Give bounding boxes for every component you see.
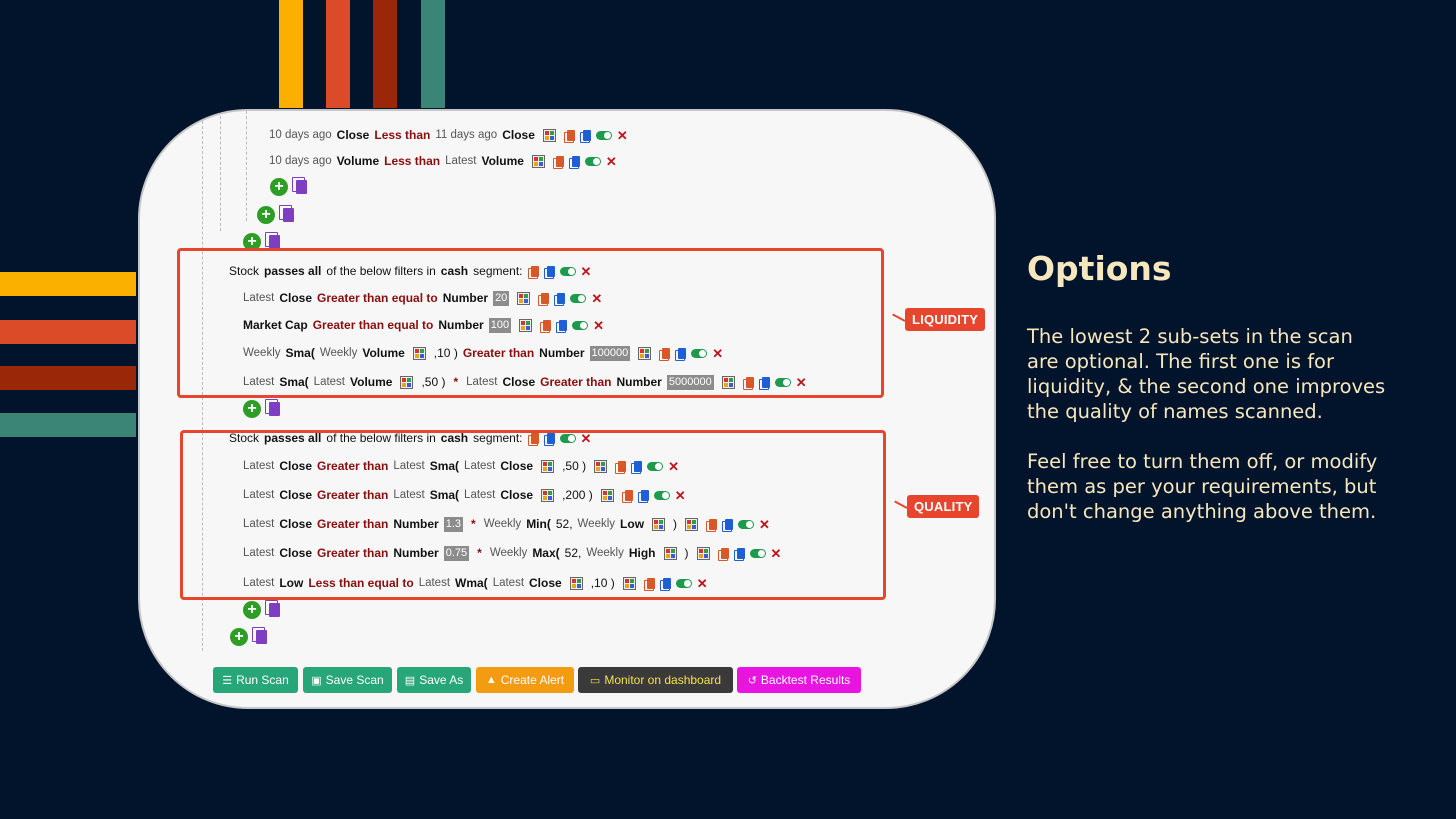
period-label: Latest [464,460,496,472]
floppy-icon: ▣ [311,674,322,687]
grid-icon[interactable] [532,155,545,168]
paste-icon[interactable] [283,208,294,222]
period-label: 10 days ago [269,155,332,167]
period-label: Latest [243,292,275,304]
add-filter-row [230,628,267,646]
header-suffix: segment: [473,264,523,278]
number-value[interactable]: 100000 [591,346,629,359]
field-label[interactable]: Close [279,517,313,531]
function-label[interactable]: Wma( [455,576,488,590]
number-value[interactable]: 5000000 [668,375,712,388]
number-value[interactable]: 1.3 [445,517,462,530]
grid-icon[interactable] [543,129,556,142]
close-icon[interactable]: ✕ [605,153,617,169]
function-label[interactable]: Sma( [285,346,315,360]
period-label: Weekly [483,518,522,530]
add-icon[interactable]: + [257,206,275,224]
list-icon: ☰ [222,674,233,687]
save-as-button[interactable] [397,667,471,693]
toggle-icon[interactable] [596,131,612,140]
period-label: Latest [393,489,425,501]
add-icon[interactable]: + [243,233,261,251]
save-as-label: Save As [419,673,464,687]
operator-label[interactable]: Less than [374,128,431,142]
monitor-icon: ▭ [589,674,601,687]
period-label: Latest [243,577,275,589]
segment-selector[interactable]: cash [440,431,469,445]
quality-tag: QUALITY [907,495,979,518]
segment-selector[interactable]: cash [440,264,469,278]
copy-icon[interactable] [556,156,564,167]
number-label: Number [539,346,585,360]
operator-label[interactable]: Greater than [540,375,612,389]
period-label: Latest [243,376,275,388]
period-label: Weekly [243,347,281,359]
operator-label[interactable]: Less than equal to [308,576,414,590]
close-icon[interactable]: ✕ [712,345,724,361]
header-suffix: segment: [473,431,523,445]
close-icon[interactable]: ✕ [580,263,592,279]
number-label: Number [393,517,439,531]
number-value[interactable]: 0.75 [445,546,468,559]
field-label[interactable]: Market Cap [243,318,308,332]
period-label: Latest [418,577,451,589]
close-icon[interactable]: ✕ [668,458,679,474]
create-alert-label: Create Alert [500,673,565,687]
field-label[interactable]: Close [279,546,313,560]
multiply-operator[interactable]: * [477,546,482,560]
liquidity-tag: LIQUIDITY [905,308,985,331]
copy-icon[interactable] [567,130,575,141]
stripe-orange-horizontal [0,320,136,344]
close-icon[interactable]: ✕ [770,545,782,561]
period-label: Weekly [586,547,624,559]
field-label[interactable]: Volume [336,154,380,168]
multiply-operator[interactable]: * [471,517,476,531]
field-label[interactable]: Volume [481,154,524,168]
number-value[interactable]: 100 [490,318,510,331]
add-icon[interactable]: + [230,628,248,646]
field-label[interactable]: Low [620,517,645,531]
stripe-teal-vertical [421,0,445,108]
period-label: Latest [243,518,275,530]
close-icon[interactable]: ✕ [696,575,708,591]
save-scan-label: Save Scan [325,673,384,687]
period-label: Latest [492,577,525,589]
operator-label[interactable]: Greater than [462,346,535,360]
field-label[interactable]: Close [336,128,370,142]
scan-screenshot-card [138,109,996,709]
function-args: ,50 ) [421,375,446,389]
run-scan-button[interactable] [213,667,298,693]
stripe-rust-horizontal [0,366,136,390]
run-scan-label: Run Scan [236,673,289,687]
stripe-rust-vertical [373,0,397,108]
field-label[interactable]: High [628,546,656,560]
multiply-operator[interactable]: * [453,375,459,389]
passes-all-selector[interactable]: passes all [264,431,322,445]
add-filter-row [243,601,280,619]
function-args: ,10 ) [590,576,615,590]
period-label: Latest [445,155,477,167]
period-label: 11 days ago [435,129,498,141]
add-filter-row [257,206,294,224]
clipboard-icon: ▤ [404,674,416,687]
stripe-orange-vertical [326,0,350,108]
period-label: Weekly [489,547,528,559]
save-scan-button[interactable] [303,667,392,693]
number-label: Number [616,375,662,389]
period-label: Latest [243,547,275,559]
close-icon[interactable]: ✕ [759,516,770,532]
period-label: Latest [243,489,275,501]
number-label: Number [393,546,439,560]
toggle-icon[interactable] [585,157,601,166]
stripe-yellow-horizontal [0,272,136,296]
function-args: ,200 ) [562,488,593,502]
stripe-teal-horizontal [0,413,136,437]
add-icon[interactable]: + [270,178,288,196]
passes-all-selector[interactable]: passes all [264,264,322,278]
function-label[interactable]: Min( [526,517,551,531]
create-alert-button[interactable] [476,667,574,693]
bell-icon: ▲ [485,674,497,686]
header-middle: of the below filters in [326,264,436,278]
field-label[interactable]: Low [279,576,304,590]
period-label: Latest [393,460,425,472]
function-args: ,10 ) [433,346,458,360]
close-icon[interactable]: ✕ [795,374,807,390]
function-label[interactable]: Sma( [429,488,460,502]
options-title: Options [1027,249,1172,288]
function-label[interactable]: Max( [532,546,560,560]
close-icon[interactable]: ✕ [580,430,592,446]
add-icon[interactable]: + [243,400,261,418]
function-label[interactable]: Sma( [429,459,460,473]
function-close: ) [684,546,689,560]
operator-label[interactable]: Greater than [317,517,389,531]
tree-line [246,111,247,221]
operator-label[interactable]: Greater than [317,459,389,473]
quality-highlight-box [180,430,886,600]
add-filter-row [270,178,307,196]
number-value[interactable]: 20 [495,291,508,304]
options-paragraph-2: Feel free to turn them off, or modify them as per your requirements, but don't change anything above them. [1027,450,1378,523]
header-prefix: Stock [229,431,260,445]
field-label[interactable]: Close [502,375,536,389]
paste-icon[interactable] [269,235,280,249]
liquidity-highlight-box [177,248,884,398]
operator-label[interactable]: Greater than equal to [312,318,434,332]
add-filter-row [243,400,280,418]
close-icon[interactable]: ✕ [591,290,603,306]
operator-label[interactable]: Greater than [317,546,389,560]
period-label: Latest [464,489,496,501]
paste-icon[interactable] [269,603,280,617]
field-label[interactable]: Close [529,576,562,590]
field-label[interactable]: Volume [362,346,405,360]
field-label[interactable]: Close [500,488,534,502]
field-label[interactable]: Close [279,488,313,502]
filter-row [269,151,617,171]
function-args: 52, [555,517,573,531]
number-label: Number [442,291,489,305]
header-middle: of the below filters in [326,431,436,445]
duplicate-icon[interactable] [572,156,580,167]
add-icon[interactable]: + [243,601,261,619]
function-args: 52, [564,546,582,560]
paste-icon[interactable] [269,402,280,416]
tree-line [220,111,221,231]
filter-row [269,125,628,145]
paste-icon[interactable] [296,180,307,194]
history-icon: ↺ [747,674,757,687]
monitor-dashboard-button[interactable] [578,667,733,693]
backtest-results-button[interactable] [737,667,861,693]
number-label: Number [438,318,484,332]
function-close: ) [673,517,678,531]
period-label: Latest [243,460,275,472]
field-label[interactable]: Close [500,459,534,473]
field-label[interactable]: Volume [350,375,393,389]
field-label[interactable]: Close [502,128,535,142]
operator-label[interactable]: Less than [384,154,441,168]
field-label[interactable]: Close [279,291,313,305]
monitor-label: Monitor on dashboard [604,673,722,687]
period-label: Latest [466,376,498,388]
header-prefix: Stock [229,264,260,278]
period-label: Weekly [319,347,358,359]
field-label[interactable]: Close [279,459,313,473]
backtest-label: Backtest Results [760,673,851,687]
close-icon[interactable]: ✕ [616,127,628,143]
function-label[interactable]: Sma( [279,375,309,389]
close-icon[interactable]: ✕ [674,487,686,503]
function-args: ,50 ) [562,459,587,473]
duplicate-icon[interactable] [583,130,591,141]
operator-label[interactable]: Greater than equal to [317,291,438,305]
operator-label[interactable]: Greater than [317,488,389,502]
period-label: Weekly [577,518,616,530]
options-paragraph-1: The lowest 2 sub-sets in the scan are optional. The first one is for liquidity, & the second one improves the quality of names scanned. [1027,325,1386,423]
close-icon[interactable]: ✕ [593,317,604,333]
stripe-yellow-vertical [279,0,303,108]
paste-icon[interactable] [256,630,267,644]
period-label: Latest [313,376,345,388]
period-label: 10 days ago [269,129,332,141]
